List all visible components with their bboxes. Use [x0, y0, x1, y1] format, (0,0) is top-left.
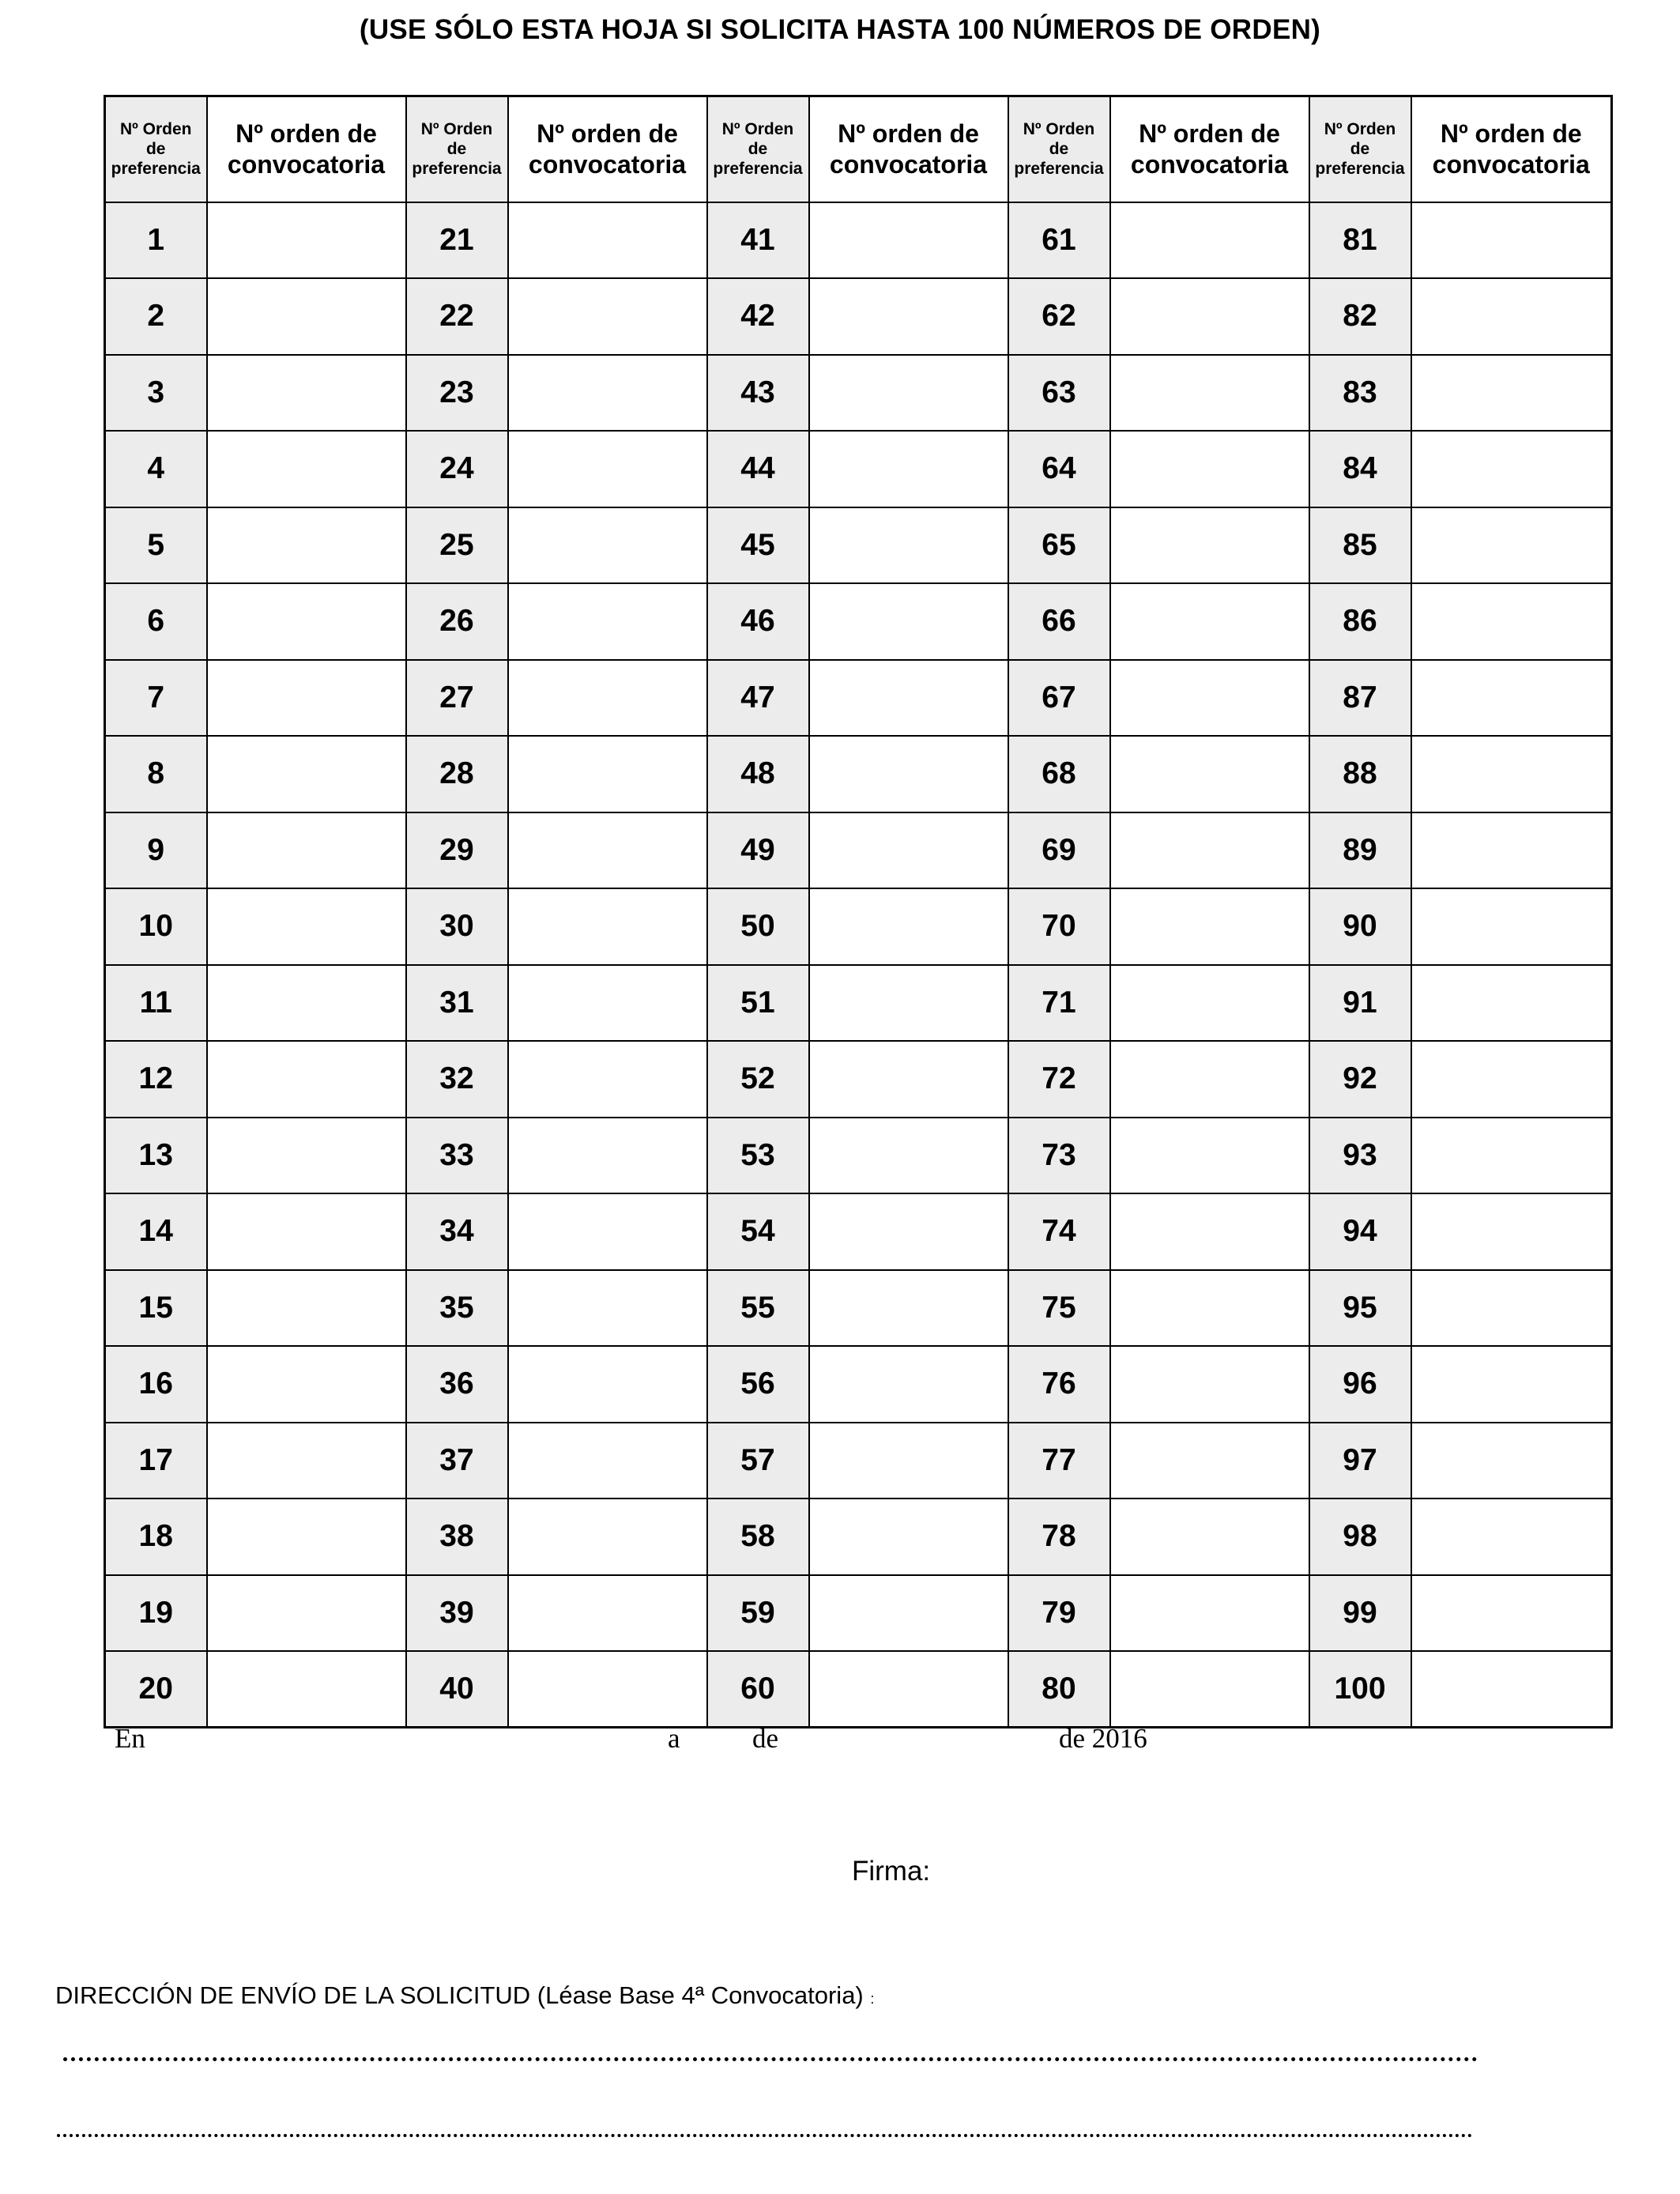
preference-number: 57: [707, 1423, 809, 1499]
preference-number: 14: [105, 1193, 207, 1270]
call-order-entry-cell[interactable]: [1411, 736, 1612, 812]
table-body: [105, 202, 1612, 1728]
call-order-entry-cell[interactable]: [1110, 278, 1309, 355]
preference-number: 79: [1008, 1575, 1110, 1652]
call-order-entry-cell[interactable]: [1411, 1346, 1612, 1423]
preference-number: 16: [105, 1346, 207, 1423]
call-order-entry-cell[interactable]: [809, 812, 1008, 889]
preference-order-table: [104, 95, 1613, 1728]
header-call-order-text: Nº orden de: [1139, 119, 1280, 148]
table-row: [105, 1041, 1612, 1118]
address-line-2[interactable]: [57, 2134, 1473, 2137]
call-order-entry-cell[interactable]: [1411, 1041, 1612, 1118]
call-order-entry-cell[interactable]: [508, 1041, 707, 1118]
call-order-entry-cell[interactable]: [1110, 1423, 1309, 1499]
preference-number: 65: [1008, 507, 1110, 584]
call-order-entry-cell[interactable]: [207, 1118, 406, 1194]
date-de-label: de: [752, 1723, 779, 1754]
preference-number: 90: [1309, 888, 1411, 965]
preference-number: 73: [1008, 1118, 1110, 1194]
table-row: [105, 1193, 1612, 1270]
header-preference-order-text: de: [446, 140, 467, 159]
preference-number: 77: [1008, 1423, 1110, 1499]
header-call-order: [1110, 96, 1309, 202]
header-preference-order-text: de: [1350, 140, 1370, 159]
call-order-entry-cell[interactable]: [1411, 1651, 1612, 1728]
call-order-entry-cell[interactable]: [1411, 583, 1612, 660]
table-row: [105, 1346, 1612, 1423]
preference-number: 89: [1309, 812, 1411, 889]
preference-number: 29: [406, 812, 508, 889]
table-row: [105, 965, 1612, 1042]
preference-number: 78: [1008, 1498, 1110, 1575]
call-order-entry-cell[interactable]: [207, 202, 406, 279]
call-order-entry-cell[interactable]: [508, 965, 707, 1042]
call-order-entry-cell[interactable]: [809, 888, 1008, 965]
preference-number: 30: [406, 888, 508, 965]
call-order-entry-cell[interactable]: [1110, 888, 1309, 965]
header-preference-order-text: de: [145, 140, 166, 159]
header-call-order: [508, 96, 707, 202]
call-order-entry-cell[interactable]: [207, 1651, 406, 1728]
header-preference-order: [1008, 96, 1110, 202]
preference-number: 45: [707, 507, 809, 584]
preference-number: 69: [1008, 812, 1110, 889]
preference-number: 36: [406, 1346, 508, 1423]
header-preference-order-text: preferencia: [1315, 160, 1405, 179]
preference-number: 40: [406, 1651, 508, 1728]
preference-number: 71: [1008, 965, 1110, 1042]
preference-number: 43: [707, 355, 809, 432]
call-order-entry-cell[interactable]: [1411, 1193, 1612, 1270]
call-order-entry-cell[interactable]: [1411, 965, 1612, 1042]
call-order-entry-cell[interactable]: [1411, 507, 1612, 584]
call-order-entry-cell[interactable]: [1110, 1575, 1309, 1652]
call-order-entry-cell[interactable]: [809, 1041, 1008, 1118]
preference-number: 76: [1008, 1346, 1110, 1423]
preference-number: 9: [105, 812, 207, 889]
call-order-entry-cell[interactable]: [207, 355, 406, 432]
preference-number: 51: [707, 965, 809, 1042]
call-order-entry-cell[interactable]: [508, 660, 707, 737]
preference-number: 92: [1309, 1041, 1411, 1118]
call-order-entry-cell[interactable]: [1411, 1270, 1612, 1347]
call-order-entry-cell[interactable]: [809, 507, 1008, 584]
call-order-entry-cell[interactable]: [508, 1118, 707, 1194]
preference-number: 68: [1008, 736, 1110, 812]
table-row: [105, 355, 1612, 432]
call-order-entry-cell[interactable]: [1110, 1118, 1309, 1194]
call-order-entry-cell[interactable]: [1411, 888, 1612, 965]
preference-number: 63: [1008, 355, 1110, 432]
call-order-entry-cell[interactable]: [809, 1575, 1008, 1652]
call-order-entry-cell[interactable]: [207, 507, 406, 584]
call-order-entry-cell[interactable]: [1411, 1118, 1612, 1194]
table-row: [105, 583, 1612, 660]
call-order-entry-cell[interactable]: [1110, 1193, 1309, 1270]
call-order-entry-cell[interactable]: [809, 202, 1008, 279]
preference-number: 27: [406, 660, 508, 737]
call-order-entry-cell[interactable]: [508, 1498, 707, 1575]
call-order-entry-cell[interactable]: [809, 355, 1008, 432]
table-row: [105, 202, 1612, 279]
preference-number: 11: [105, 965, 207, 1042]
call-order-entry-cell[interactable]: [508, 1193, 707, 1270]
address-line-1[interactable]: [63, 2057, 1478, 2061]
call-order-entry-cell[interactable]: [1110, 812, 1309, 889]
preference-number: 97: [1309, 1423, 1411, 1499]
call-order-entry-cell[interactable]: [809, 660, 1008, 737]
preference-number: 64: [1008, 431, 1110, 507]
call-order-entry-cell[interactable]: [508, 278, 707, 355]
call-order-entry-cell[interactable]: [809, 965, 1008, 1042]
preference-number: 66: [1008, 583, 1110, 660]
preference-number: 38: [406, 1498, 508, 1575]
address-label-text: DIRECCIÓN DE ENVÍO DE LA SOLICITUD (Léase Base 4ª Convocatoria): [55, 1981, 864, 2009]
call-order-entry-cell[interactable]: [1411, 812, 1612, 889]
call-order-entry-cell[interactable]: [1110, 1651, 1309, 1728]
call-order-entry-cell[interactable]: [207, 1193, 406, 1270]
preference-number: 55: [707, 1270, 809, 1347]
preference-number: 88: [1309, 736, 1411, 812]
header-preference-order-text: Nº Orden: [119, 120, 192, 139]
header-call-order-text: convocatoria: [1130, 149, 1289, 179]
call-order-entry-cell[interactable]: [508, 1575, 707, 1652]
place-label: En: [115, 1723, 145, 1754]
preference-number: 85: [1309, 507, 1411, 584]
call-order-entry-cell[interactable]: [508, 1270, 707, 1347]
call-order-entry-cell[interactable]: [1411, 660, 1612, 737]
call-order-entry-cell[interactable]: [508, 812, 707, 889]
call-order-entry-cell[interactable]: [809, 1498, 1008, 1575]
table-row: [105, 431, 1612, 507]
header-preference-order-text: Nº Orden: [1023, 120, 1095, 139]
header-preference-order: [707, 96, 809, 202]
header-preference-order: [1309, 96, 1411, 202]
header-call-order-text: convocatoria: [528, 149, 687, 179]
preference-number: 18: [105, 1498, 207, 1575]
preference-number: 3: [105, 355, 207, 432]
call-order-entry-cell[interactable]: [207, 660, 406, 737]
preference-number: 59: [707, 1575, 809, 1652]
call-order-entry-cell[interactable]: [508, 431, 707, 507]
call-order-entry-cell[interactable]: [809, 1423, 1008, 1499]
preference-number: 74: [1008, 1193, 1110, 1270]
preference-number: 34: [406, 1193, 508, 1270]
call-order-entry-cell[interactable]: [1411, 1498, 1612, 1575]
header-call-order-text: convocatoria: [1432, 149, 1590, 179]
call-order-entry-cell[interactable]: [1411, 1423, 1612, 1499]
call-order-entry-cell[interactable]: [809, 431, 1008, 507]
preference-number: 100: [1309, 1651, 1411, 1728]
call-order-entry-cell[interactable]: [809, 1118, 1008, 1194]
call-order-entry-cell[interactable]: [207, 583, 406, 660]
call-order-entry-cell[interactable]: [1110, 1270, 1309, 1347]
header-preference-order-text: Nº Orden: [1324, 120, 1396, 139]
call-order-entry-cell[interactable]: [207, 888, 406, 965]
call-order-entry-cell[interactable]: [508, 202, 707, 279]
date-a-label: a: [668, 1723, 680, 1754]
header-call-order-text: convocatoria: [829, 149, 988, 179]
table-header-row: [105, 96, 1612, 202]
header-preference-order-text: Nº Orden: [420, 120, 493, 139]
preference-number: 6: [105, 583, 207, 660]
preference-number: 21: [406, 202, 508, 279]
call-order-entry-cell[interactable]: [207, 1575, 406, 1652]
preference-number: 28: [406, 736, 508, 812]
call-order-entry-cell[interactable]: [207, 812, 406, 889]
preference-number: 98: [1309, 1498, 1411, 1575]
call-order-entry-cell[interactable]: [207, 431, 406, 507]
preference-number: 19: [105, 1575, 207, 1652]
call-order-entry-cell[interactable]: [1110, 965, 1309, 1042]
preference-number: 80: [1008, 1651, 1110, 1728]
preference-number: 75: [1008, 1270, 1110, 1347]
preference-number: 96: [1309, 1346, 1411, 1423]
preference-number: 12: [105, 1041, 207, 1118]
header-preference-order: [105, 96, 207, 202]
address-label-colon: :: [870, 1991, 875, 2007]
preference-number: 13: [105, 1118, 207, 1194]
table-row: [105, 278, 1612, 355]
table-row: [105, 736, 1612, 812]
call-order-entry-cell[interactable]: [207, 1041, 406, 1118]
preference-number: 56: [707, 1346, 809, 1423]
page-title: (USE SÓLO ESTA HOJA SI SOLICITA HASTA 100 NÚMEROS DE ORDEN): [359, 14, 1321, 45]
call-order-entry-cell[interactable]: [1110, 1346, 1309, 1423]
call-order-entry-cell[interactable]: [207, 736, 406, 812]
preference-number: 52: [707, 1041, 809, 1118]
preference-number: 86: [1309, 583, 1411, 660]
preference-number: 42: [707, 278, 809, 355]
call-order-entry-cell[interactable]: [809, 583, 1008, 660]
preference-number: 7: [105, 660, 207, 737]
preference-number: 82: [1309, 278, 1411, 355]
table-row: [105, 1270, 1612, 1347]
preference-number: 61: [1008, 202, 1110, 279]
call-order-entry-cell[interactable]: [508, 1423, 707, 1499]
preference-number: 23: [406, 355, 508, 432]
header-call-order-text: Nº orden de: [235, 119, 377, 148]
preference-number: 22: [406, 278, 508, 355]
table-row: [105, 1498, 1612, 1575]
table-row: [105, 812, 1612, 889]
call-order-entry-cell[interactable]: [207, 278, 406, 355]
preference-number: 70: [1008, 888, 1110, 965]
call-order-entry-cell[interactable]: [207, 1346, 406, 1423]
preference-number: 15: [105, 1270, 207, 1347]
call-order-entry-cell[interactable]: [1110, 1498, 1309, 1575]
header-call-order-text: convocatoria: [227, 149, 386, 179]
call-order-entry-cell[interactable]: [1411, 355, 1612, 432]
header-preference-order-text: preferencia: [412, 160, 502, 179]
preference-number: 33: [406, 1118, 508, 1194]
call-order-entry-cell[interactable]: [1110, 202, 1309, 279]
header-preference-order-text: de: [748, 140, 768, 159]
header-call-order: [207, 96, 406, 202]
preference-number: 46: [707, 583, 809, 660]
call-order-entry-cell[interactable]: [1110, 1041, 1309, 1118]
header-call-order-text: Nº orden de: [838, 119, 979, 148]
preference-number: 94: [1309, 1193, 1411, 1270]
call-order-entry-cell[interactable]: [1411, 278, 1612, 355]
call-order-entry-cell[interactable]: [508, 736, 707, 812]
call-order-entry-cell[interactable]: [809, 1270, 1008, 1347]
header-preference-order-text: preferencia: [713, 160, 803, 179]
preference-number: 47: [707, 660, 809, 737]
call-order-entry-cell[interactable]: [1110, 431, 1309, 507]
preference-number: 81: [1309, 202, 1411, 279]
preference-number: 44: [707, 431, 809, 507]
call-order-entry-cell[interactable]: [508, 1651, 707, 1728]
call-order-entry-cell[interactable]: [508, 1346, 707, 1423]
preference-number: 91: [1309, 965, 1411, 1042]
header-preference-order-text: de: [1049, 140, 1069, 159]
preference-number: 24: [406, 431, 508, 507]
call-order-entry-cell[interactable]: [508, 355, 707, 432]
table-row: [105, 507, 1612, 584]
call-order-entry-cell[interactable]: [1411, 1575, 1612, 1652]
header-call-order-text: Nº orden de: [1440, 119, 1582, 148]
call-order-entry-cell[interactable]: [1110, 583, 1309, 660]
preference-number: 53: [707, 1118, 809, 1194]
preference-number: 20: [105, 1651, 207, 1728]
call-order-entry-cell[interactable]: [207, 1270, 406, 1347]
call-order-entry-cell[interactable]: [1110, 507, 1309, 584]
preference-number: 48: [707, 736, 809, 812]
preference-number: 4: [105, 431, 207, 507]
call-order-entry-cell[interactable]: [1411, 431, 1612, 507]
header-call-order-text: Nº orden de: [537, 119, 678, 148]
preference-number: 39: [406, 1575, 508, 1652]
header-preference-order: [406, 96, 508, 202]
table-row: [105, 1118, 1612, 1194]
header-preference-order-text: preferencia: [1014, 160, 1104, 179]
preference-number: 2: [105, 278, 207, 355]
preference-number: 32: [406, 1041, 508, 1118]
table-row: [105, 1651, 1612, 1728]
preference-number: 62: [1008, 278, 1110, 355]
date-year-label: de 2016: [1059, 1723, 1147, 1754]
table-row: [105, 1423, 1612, 1499]
preference-number: 95: [1309, 1270, 1411, 1347]
preference-number: 54: [707, 1193, 809, 1270]
signature-label: Firma:: [852, 1856, 931, 1887]
table-row: [105, 660, 1612, 737]
preference-number: 5: [105, 507, 207, 584]
call-order-entry-cell[interactable]: [1110, 355, 1309, 432]
call-order-entry-cell[interactable]: [207, 965, 406, 1042]
table-row: [105, 888, 1612, 965]
preference-number: 25: [406, 507, 508, 584]
preference-number: 87: [1309, 660, 1411, 737]
preference-number: 10: [105, 888, 207, 965]
preference-number: 83: [1309, 355, 1411, 432]
call-order-entry-cell[interactable]: [809, 1193, 1008, 1270]
call-order-entry-cell[interactable]: [809, 736, 1008, 812]
preference-number: 37: [406, 1423, 508, 1499]
preference-number: 84: [1309, 431, 1411, 507]
preference-number: 35: [406, 1270, 508, 1347]
preference-number: 41: [707, 202, 809, 279]
call-order-entry-cell[interactable]: [1110, 736, 1309, 812]
call-order-entry-cell[interactable]: [1110, 660, 1309, 737]
call-order-entry-cell[interactable]: [809, 1651, 1008, 1728]
header-call-order: [1411, 96, 1612, 202]
call-order-entry-cell[interactable]: [207, 1423, 406, 1499]
preference-number: 50: [707, 888, 809, 965]
preference-number: 60: [707, 1651, 809, 1728]
address-label: [55, 1981, 874, 2010]
call-order-entry-cell[interactable]: [207, 1498, 406, 1575]
call-order-entry-cell[interactable]: [508, 583, 707, 660]
preference-number: 31: [406, 965, 508, 1042]
header-preference-order-text: preferencia: [111, 160, 201, 179]
preference-number: 72: [1008, 1041, 1110, 1118]
call-order-entry-cell[interactable]: [809, 278, 1008, 355]
preference-number: 67: [1008, 660, 1110, 737]
preference-number: 99: [1309, 1575, 1411, 1652]
preference-number: 8: [105, 736, 207, 812]
preference-number: 93: [1309, 1118, 1411, 1194]
call-order-entry-cell[interactable]: [809, 1346, 1008, 1423]
call-order-entry-cell[interactable]: [508, 507, 707, 584]
preference-number: 58: [707, 1498, 809, 1575]
table-row: [105, 1575, 1612, 1652]
call-order-entry-cell[interactable]: [508, 888, 707, 965]
header-preference-order-text: Nº Orden: [721, 120, 794, 139]
header-call-order: [809, 96, 1008, 202]
preference-number: 1: [105, 202, 207, 279]
call-order-entry-cell[interactable]: [1411, 202, 1612, 279]
preference-number: 17: [105, 1423, 207, 1499]
preference-number: 26: [406, 583, 508, 660]
preference-number: 49: [707, 812, 809, 889]
